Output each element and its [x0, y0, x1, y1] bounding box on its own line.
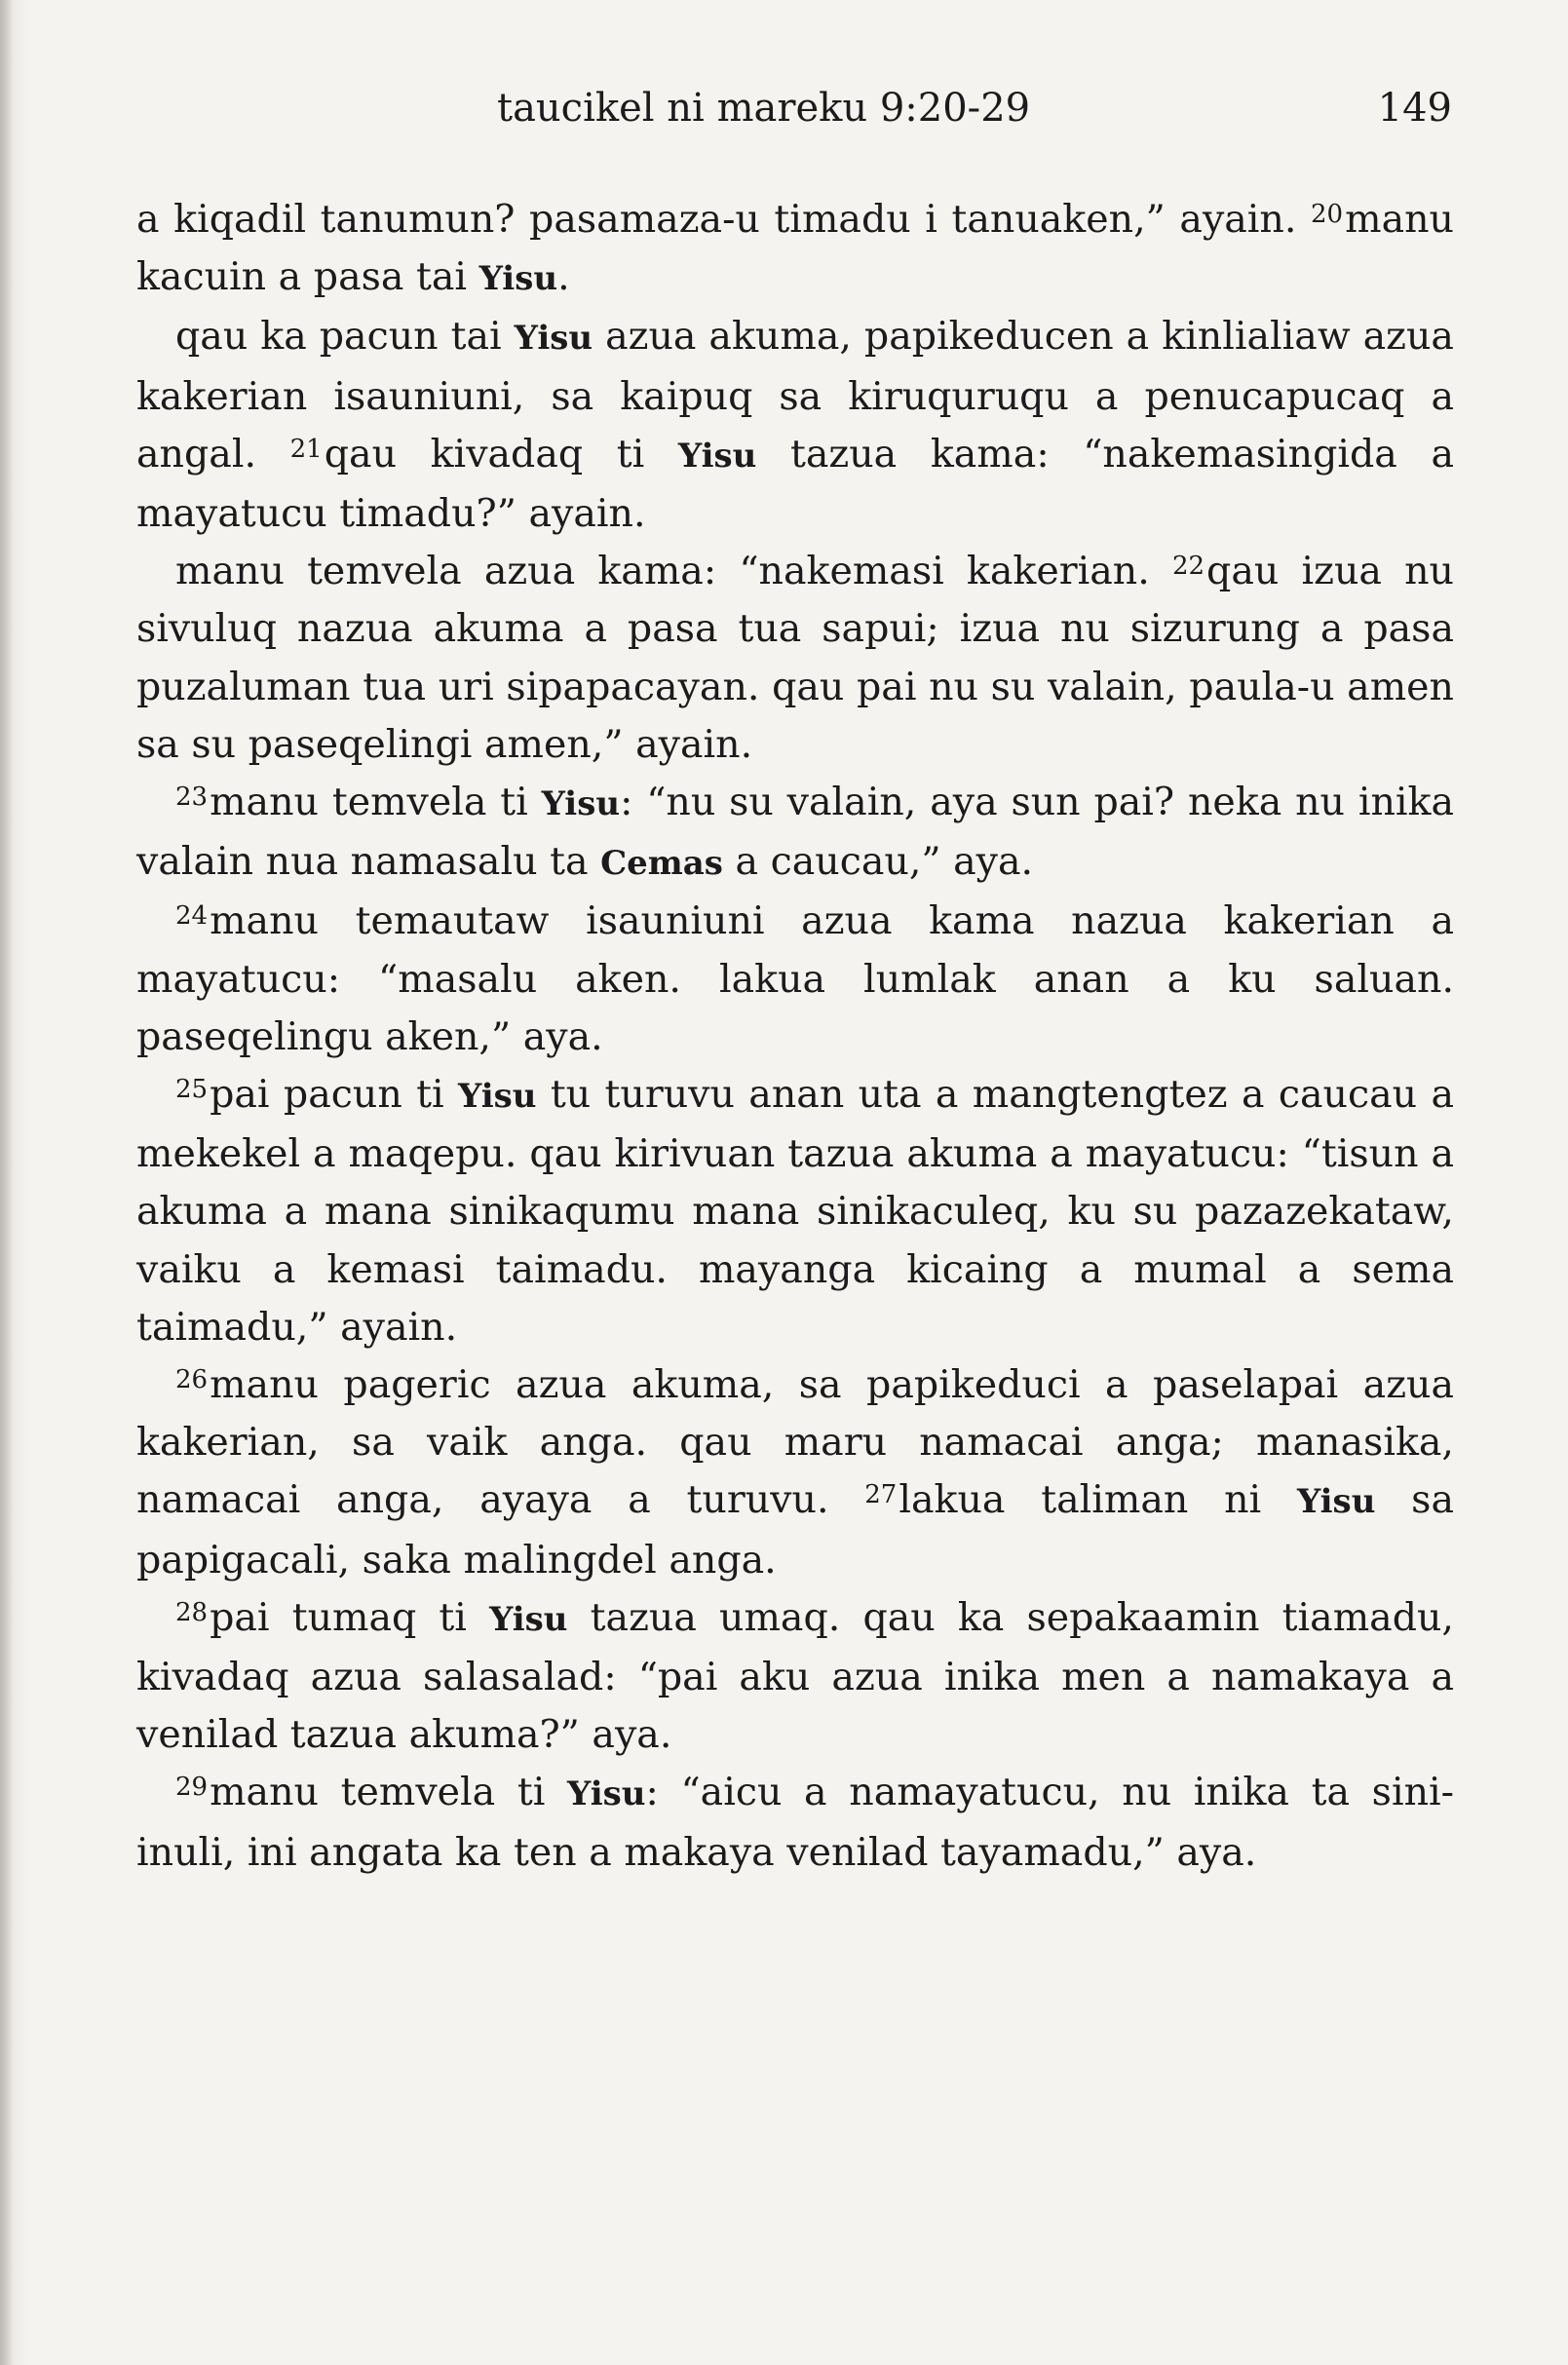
- verse-text: manu temvela ti: [210, 780, 542, 825]
- proper-name: Yisu: [489, 1599, 568, 1639]
- verse-text: tazua kama: “nakemasingida a mayatucu timadu?” ayain.: [136, 431, 1454, 537]
- proper-name: Cemas: [600, 844, 723, 884]
- paragraph: [136, 543, 1454, 774]
- verse-text: lakua taliman ni: [899, 1477, 1297, 1523]
- verse-number: 25: [175, 1075, 209, 1105]
- verse-number: 24: [175, 901, 209, 932]
- proper-name: Yisu: [567, 1774, 646, 1814]
- verse-text: manu temvela azua kama: “nakemasi kakerian.: [175, 549, 1172, 594]
- verse-text: azua akuma, papikeducen a kinlialiaw azua kakerian isauniuni, sa kaipuq sa kiruquruqu a penucapucaq a angal.: [136, 314, 1454, 477]
- proper-name: Yisu: [677, 436, 757, 476]
- paragraph: [136, 774, 1454, 893]
- verse-number: 29: [175, 1773, 209, 1803]
- paragraph: [136, 1764, 1454, 1881]
- verse-text: qau ka pacun tai: [175, 314, 515, 360]
- paragraph: [136, 893, 1454, 1066]
- paragraph: [136, 1066, 1454, 1356]
- verse-text: tazua umaq. qau ka sepakaamin tiamadu, kivadaq azua salasalad: “pai aku azua inika men a namakaya a venilad tazua akuma?” aya.: [136, 1594, 1454, 1758]
- verse-text: qau izua nu sivuluq nazua akuma a pasa tua sapui; izua nu sizurung a pasa puzaluman tua uri sipapacayan. qau pai nu su valain, paula-u amen sa su paseqelingi amen,” ayain.: [136, 549, 1454, 767]
- verse-text: manu temautaw isauniuni azua kama nazua kakerian a mayatucu: “masalu aken. lakua lumlak anan a ku saluan. paseqelingu aken,” aya.: [136, 898, 1454, 1059]
- verse-number: 21: [289, 434, 323, 464]
- proper-name: Yisu: [1296, 1482, 1376, 1522]
- verse-text: .: [557, 254, 570, 300]
- verse-number: 22: [1171, 552, 1205, 582]
- running-title: taucikel ni mareku 9:20-29: [497, 86, 1031, 131]
- proper-name: Yisu: [541, 784, 621, 824]
- scripture-text: [136, 191, 1454, 1882]
- spine-shadow: [0, 0, 14, 2365]
- verse-number: 27: [864, 1480, 898, 1510]
- paragraph: [136, 191, 1454, 308]
- verse-text: : “nu su valain, aya sun pai? neka nu inika valain nua namasalu ta: [136, 780, 1455, 885]
- verse-text: manu pageric azua akuma, sa papikeduci a paselapai azua kakerian, sa vaik anga. qau maru namacai anga; manasika, namacai anga, ayaya a turuvu.: [136, 1362, 1454, 1523]
- paragraph: [136, 1356, 1454, 1589]
- paragraph: [136, 1589, 1454, 1765]
- verse-number: 26: [175, 1365, 209, 1395]
- proper-name: Yisu: [458, 1077, 537, 1117]
- paragraph: [136, 308, 1454, 543]
- proper-name: Yisu: [514, 319, 593, 359]
- verse-number: 28: [175, 1597, 209, 1627]
- verse-text: qau kivadaq ti: [324, 431, 678, 477]
- verse-text: a kiqadil tanumun? pasamaza-u timadu i tanuaken,” ayain.: [136, 197, 1312, 242]
- verse-text: sa papigacali, saka malingdel anga.: [136, 1477, 1455, 1583]
- verse-number: 20: [1311, 200, 1344, 229]
- verse-text: tu turuvu anan uta a mangtengtez a caucau a mekekel a maqepu. qau kirivuan tazua akuma a mayatucu: “tisun a akuma a mana sinikaqumu mana sinikaculeq, ku su pazazekataw, vaiku a kemasi taimadu. mayanga kicaing a mumal a sema taimadu,” ayain.: [136, 1072, 1455, 1350]
- verse-text: manu temvela ti: [210, 1770, 568, 1815]
- verse-text: pai pacun ti: [210, 1072, 459, 1118]
- verse-text: a caucau,” aya.: [722, 839, 1034, 885]
- verse-number: 23: [175, 782, 209, 813]
- page-header: [136, 86, 1452, 144]
- proper-name: Yisu: [478, 259, 558, 299]
- page-number: 149: [1377, 86, 1452, 131]
- verse-text: manu kacuin a pasa tai: [136, 197, 1454, 300]
- verse-text: pai tumaq ti: [210, 1594, 490, 1640]
- verse-text: : “aicu a namayatucu, nu inika ta sini-inuli, ini angata ka ten a makaya venilad tayamadu,” aya.: [136, 1770, 1455, 1875]
